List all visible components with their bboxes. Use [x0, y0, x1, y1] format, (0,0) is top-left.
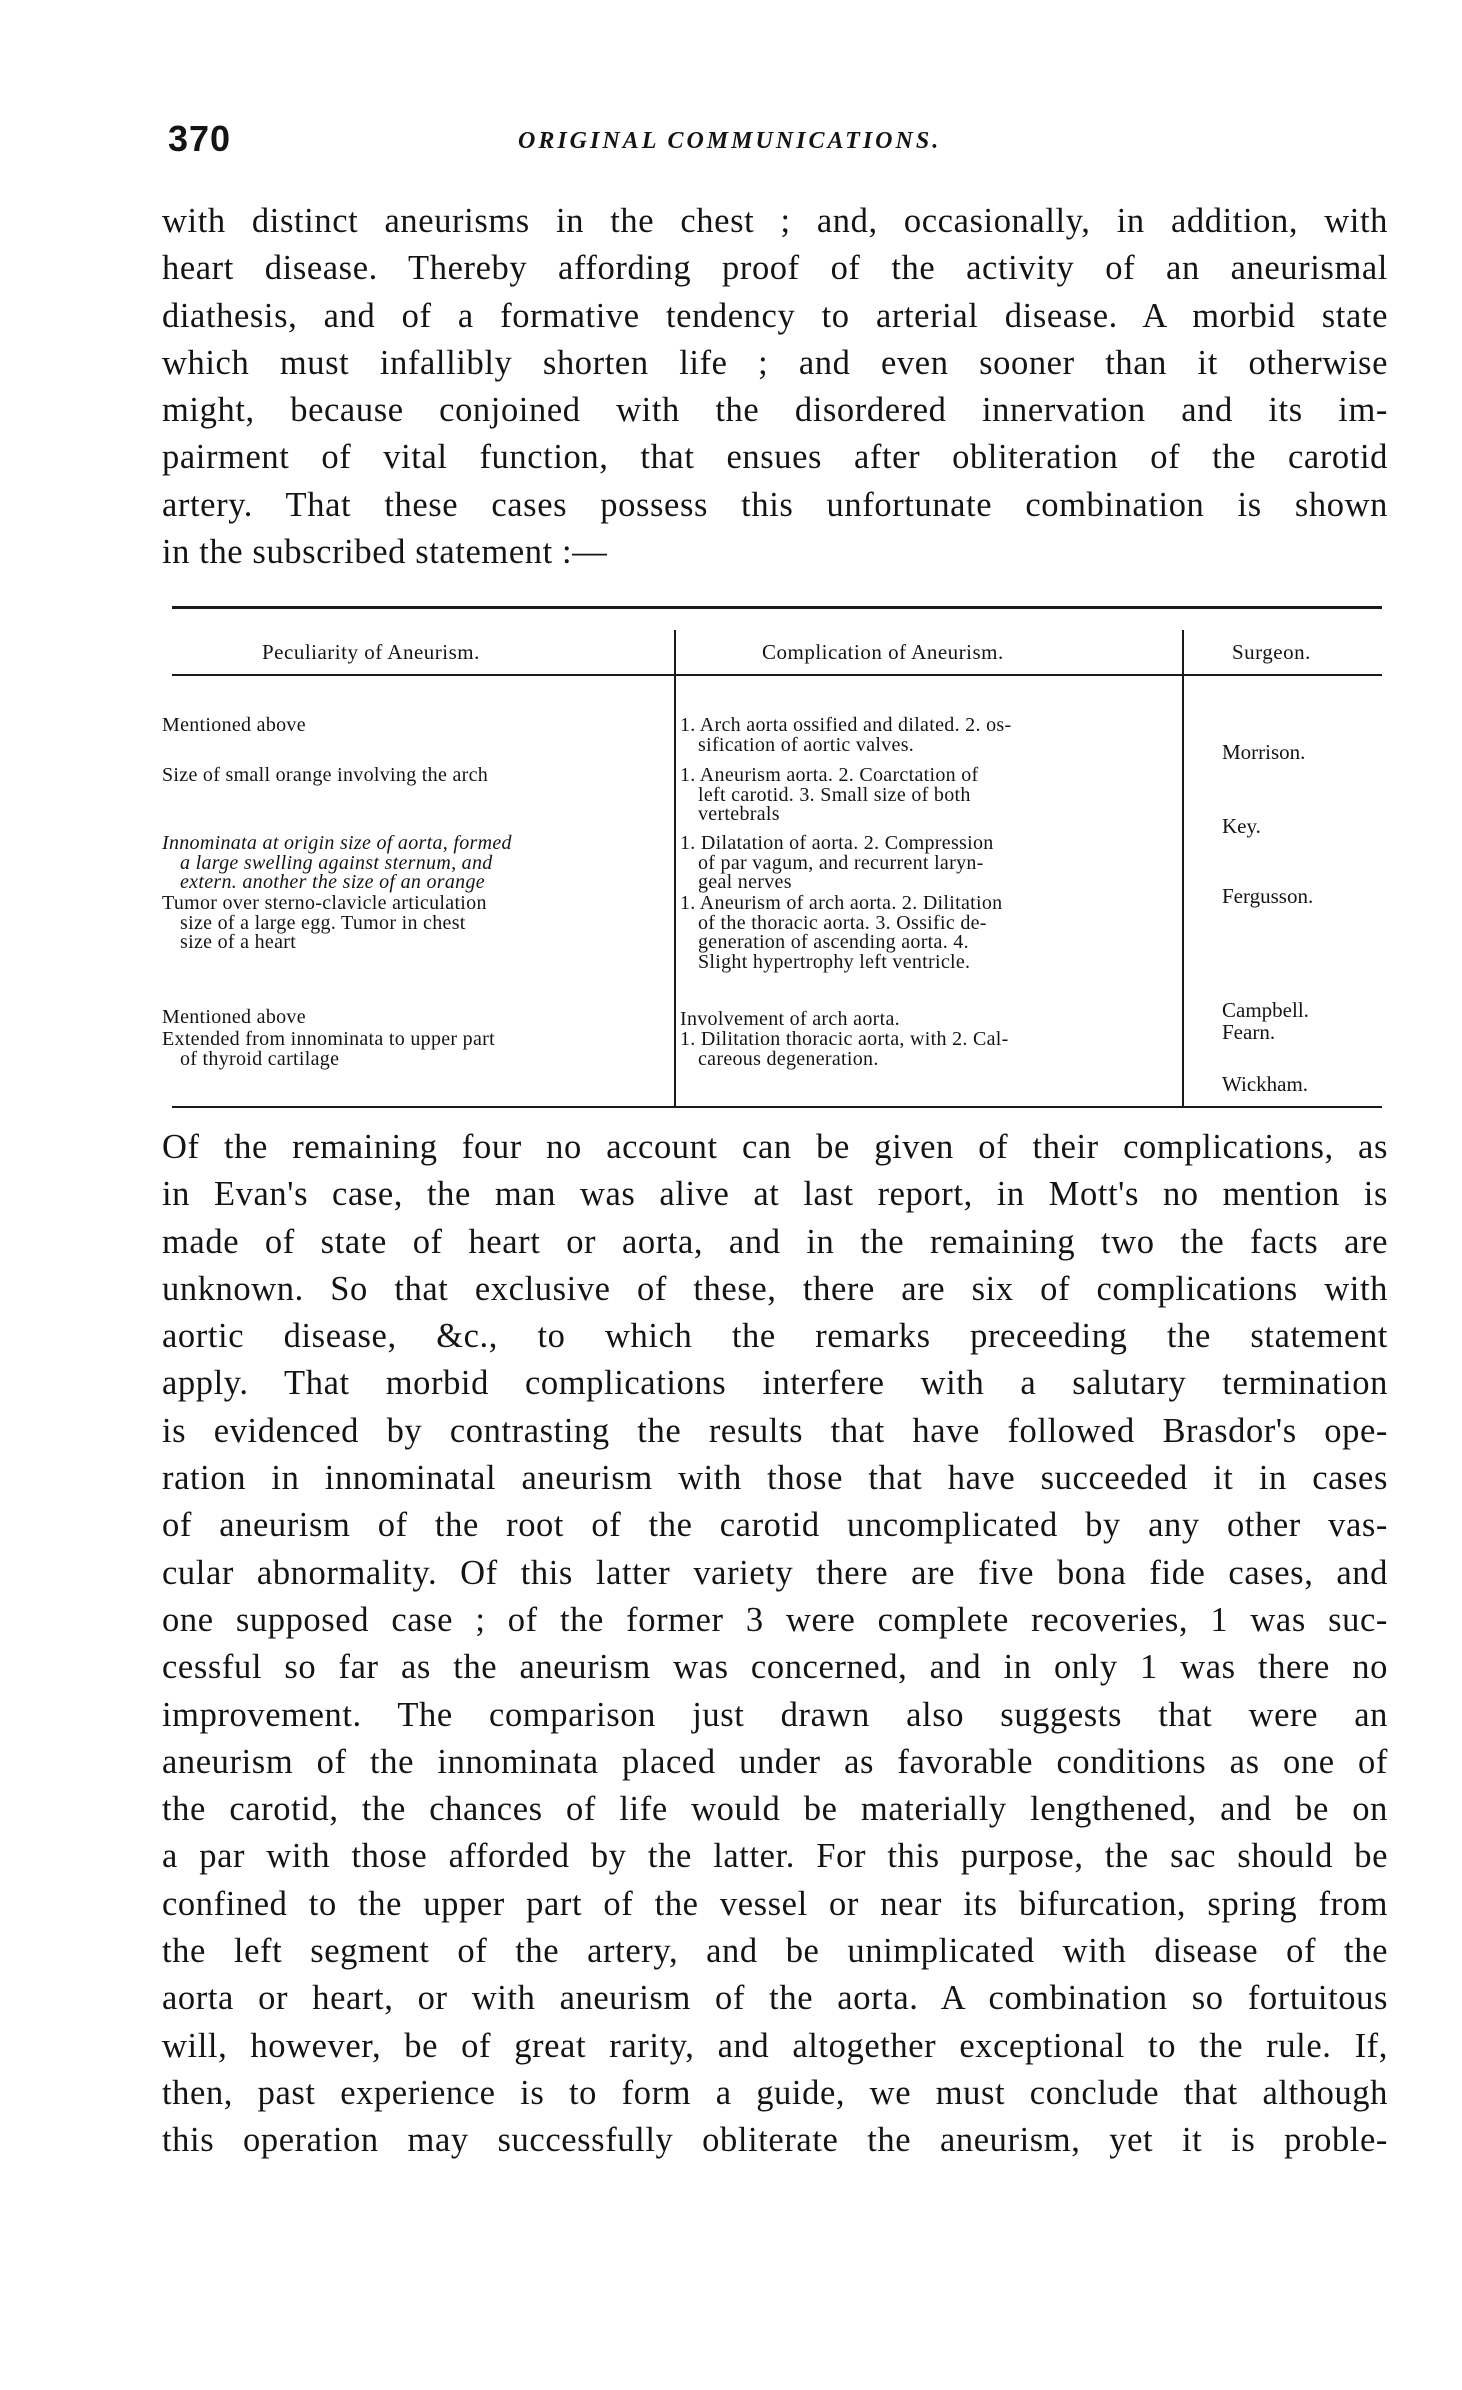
cell-line: 1. Aneurism of arch aorta. 2. Dilitation — [680, 892, 1003, 914]
text-line: improvement. The comparison just drawn also suggests that were an — [162, 1695, 1388, 1734]
cell-line: geal nerves — [698, 871, 792, 893]
header-peculiarity: Peculiarity of Aneurism. — [262, 640, 480, 664]
cell-line: careous degeneration. — [698, 1047, 879, 1070]
peculiarity-cell — [162, 716, 306, 736]
cell-line: size of a large egg. Tumor in chest — [180, 911, 466, 934]
cell-line: vertebrals — [698, 803, 780, 825]
paragraph-bottom — [162, 1124, 1388, 2165]
surgeon-name: Campbell. — [1222, 998, 1309, 1022]
text-line: aortic disease, &c., to which the remarks preceeding the statement — [162, 1317, 1388, 1356]
cell-line: Slight hypertrophy left ventricle. — [698, 950, 971, 973]
surgeon-name: Wickham. — [1222, 1072, 1309, 1096]
running-title: ORIGINAL COMMUNICATIONS. — [518, 128, 942, 154]
text-line: aneurism of the innominata placed under as favorable conditions as one of — [162, 1742, 1388, 1781]
cell-line: Tumor over sterno-clavicle articulation — [162, 892, 487, 914]
cell-line: a large swelling against sternum, and — [180, 851, 493, 874]
cell-line: left carotid. 3. Small size of both — [698, 783, 971, 806]
cell-line: of the thoracic aorta. 3. Ossific de- — [698, 911, 987, 934]
text-line: will, however, be of great rarity, and altogether exceptional to the rule. If, — [162, 2026, 1388, 2065]
peculiarity-cell — [162, 1030, 495, 1069]
text-line: one supposed case ; of the former 3 were complete recoveries, 1 was suc- — [162, 1600, 1388, 1639]
text-line: the carotid, the chances of life would be materially lengthened, and be on — [162, 1790, 1388, 1829]
text-line: pairment of vital function, that ensues after obliteration of the carotid — [162, 438, 1388, 477]
cell-line: 1. Arch aorta ossified and dilated. 2. os- — [680, 714, 1012, 736]
text-line: confined to the upper part of the vessel or near its bifurcation, spring from — [162, 1884, 1388, 1923]
text-line: is evidenced by contrasting the results that have followed Brasdor's ope- — [162, 1411, 1388, 1450]
cell-line: Involvement of arch aorta. — [680, 1008, 900, 1030]
cell-line: generation of ascending aorta. 4. — [698, 931, 969, 953]
text-line: apply. That morbid complications interfere with a salutary termination — [162, 1364, 1388, 1403]
surgeon-name: Fergusson. — [1222, 884, 1314, 908]
surgeon-name: Fearn. — [1222, 1020, 1276, 1044]
peculiarity-cell — [162, 894, 487, 953]
text-line: unknown. So that exclusive of these, there are six of complications with — [162, 1269, 1388, 1308]
statement-table — [162, 606, 1388, 1112]
cell-line: 1. Dilatation of aorta. 2. Compression — [680, 832, 994, 854]
text-line: in the subscribed statement :— — [162, 533, 608, 572]
peculiarity-cell — [162, 766, 488, 786]
cell-line: 1. Aneurism aorta. 2. Coarctation of — [680, 764, 979, 786]
column-divider — [1182, 630, 1184, 1106]
text-line: a par with those afforded by the latter. For this purpose, the sac should be — [162, 1837, 1388, 1876]
text-line: might, because conjoined with the disordered innervation and its im- — [162, 391, 1388, 430]
text-line: made of state of heart or aorta, and in the remaining two the facts are — [162, 1222, 1388, 1261]
text-line: in Evan's case, the man was alive at last report, in Mott's no mention is — [162, 1175, 1388, 1214]
cell-line: size of a heart — [180, 931, 297, 953]
header-surgeon: Surgeon. — [1232, 640, 1311, 664]
table-header-rule — [172, 674, 1382, 676]
text-line: artery. That these cases possess this unfortunate combination is shown — [162, 485, 1388, 524]
paragraph-top — [162, 198, 1388, 576]
cell-line: of par vagum, and recurrent laryn- — [698, 851, 984, 874]
cell-line: of thyroid cartilage — [180, 1047, 340, 1070]
text-line: heart disease. Thereby affording proof of the activity of an aneurismal — [162, 249, 1388, 288]
table-bottom-rule — [172, 1106, 1382, 1108]
cell-line: 1. Dilitation thoracic aorta, with 2. Cal- — [680, 1028, 1009, 1050]
cell-line: sification of aortic valves. — [698, 733, 915, 756]
cell-line: Innominata at origin size of aorta, formed — [162, 832, 512, 854]
text-line: then, past experience is to form a guide, we must conclude that although — [162, 2073, 1388, 2112]
text-line: the left segment of the artery, and be unimplicated with disease of the — [162, 1932, 1388, 1971]
peculiarity-cell — [162, 834, 512, 893]
page-number: 370 — [168, 118, 232, 159]
cell-line: Extended from innominata to upper part — [162, 1028, 495, 1050]
running-head — [168, 118, 1388, 178]
text-line: with distinct aneurisms in the chest ; and, occasionally, in addition, with — [162, 202, 1388, 240]
peculiarity-cell — [162, 1008, 306, 1028]
column-divider — [674, 630, 676, 1106]
text-line: ration in innominatal aneurism with those that have succeeded it in cases — [162, 1459, 1388, 1498]
complication-cell — [680, 716, 1011, 755]
table-top-rule — [172, 606, 1382, 609]
text-line: which must infallibly shorten life ; and even sooner than it otherwise — [162, 343, 1388, 382]
text-line: of aneurism of the root of the carotid uncomplicated by any other vas- — [162, 1506, 1388, 1545]
text-line: cular abnormality. Of this latter variety there are five bona fide cases, and — [162, 1553, 1388, 1592]
complication-cell — [680, 1030, 1009, 1069]
text-line: aorta or heart, or with aneurism of the aorta. A combination so fortuitous — [162, 1979, 1388, 2018]
cell-line: Size of small orange involving the arch — [162, 764, 489, 786]
complication-cell — [680, 1010, 900, 1030]
surgeon-name: Key. — [1222, 814, 1261, 838]
cell-line: extern. another the size of an orange — [180, 871, 485, 893]
text-line: Of the remaining four no account can be given of their complications, as — [162, 1128, 1388, 1166]
complication-cell — [680, 834, 994, 893]
text-line: cessful so far as the aneurism was concerned, and in only 1 was there no — [162, 1648, 1388, 1687]
complication-cell — [680, 894, 1002, 972]
text-line: diathesis, and of a formative tendency to arterial disease. A morbid state — [162, 296, 1388, 335]
header-complication: Complication of Aneurism. — [762, 640, 1004, 664]
surgeon-name: Morrison. — [1222, 740, 1306, 764]
cell-line: Mentioned above — [162, 714, 306, 736]
text-line: this operation may successfully obliterate the aneurism, yet it is proble- — [162, 2121, 1388, 2160]
cell-line: Mentioned above — [162, 1006, 306, 1028]
complication-cell — [680, 766, 979, 825]
